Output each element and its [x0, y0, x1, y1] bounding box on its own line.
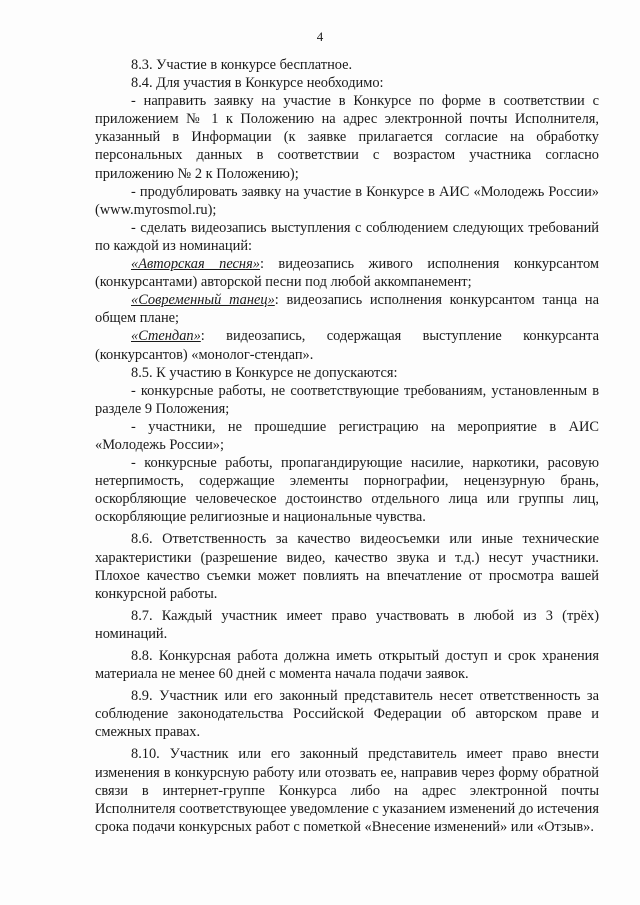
clause-8-4-item-duplicate: - продублировать заявку на участие в Конкурсе в АИС «Молодежь России» (www.myrosmol.ru);	[95, 183, 599, 218]
nomination-title: «Современный танец»	[131, 292, 275, 309]
clause-8-7: 8.7. Каждый участник имеет право участвовать в любой из 3 (трёх) номинаций.	[95, 607, 599, 642]
clause-8-4: 8.4. Для участия в Конкурсе необходимо:	[131, 75, 384, 92]
clause-8-8: 8.8. Конкурсная работа должна иметь открытый доступ и срок хранения материала не менее 60 дней с момента начала подачи заявок.	[95, 648, 599, 683]
page-number: 4	[316, 29, 324, 44]
clause-8-9: 8.9. Участник или его законный представитель несет ответственность за соблюдение законодательства Российской Федерации об авторском праве и смежных правах.	[95, 688, 599, 741]
clause-8-5-item-prohibited: - конкурсные работы, пропагандирующие насилие, наркотики, расовую нетерпимость, содержащие элементы порнографии, нецензурную брань, оскорбляющие человеческое достоинство отдельного лица или группы лиц, оскорбляющие религиозные и национальные чувства.	[95, 455, 599, 526]
nomination-author-song	[95, 255, 599, 291]
clause-8-5-item-registration: - участники, не прошедшие регистрацию на мероприятие в АИС «Молодежь России»;	[95, 418, 599, 453]
clause-8-10: 8.10. Участник или его законный представитель имеет право внести изменения в конкурсную работу или отозвать ее, направив через форму обратной связи в интернет-группе Конкурса либо на адрес электронной почты Исполнителя соответствующее уведомление с указанием изменений до истечения срока подачи конкурсных работ с пометкой «Внесение изменений» или «Отзыв».	[95, 746, 599, 835]
clause-8-6: 8.6. Ответственность за качество видеосъемки или иные технические характеристики (разрешение видео, качество звука и т.д.) несут участники. Плохое качество съемки может повлиять на впечатление от просмотра вашей конкурсной работы.	[95, 531, 599, 602]
clause-8-4-item-application: - направить заявку на участие в Конкурсе по форме в соответствии с приложением № 1 к Положению на адрес электронной почты Исполнителя, указанный в Информации (к заявке прилагается согласие на обработку персональных данных в соответствии с возрастом участника согласно приложению № 2 к Положению);	[95, 93, 599, 182]
clause-8-4-item-video: - сделать видеозапись выступления с соблюдением следующих требований по каждой из номинаций:	[95, 219, 599, 254]
nomination-standup	[95, 327, 599, 363]
clause-8-3: 8.3. Участие в конкурсе бесплатное.	[131, 57, 353, 73]
clause-8-5: 8.5. К участию в Конкурсе не допускаются:	[131, 364, 398, 381]
nomination-modern-dance	[95, 291, 599, 327]
nomination-title: «Авторская песня»	[131, 256, 260, 273]
nomination-title: «Стендап»	[131, 328, 201, 345]
nomination-description: : видеозапись, содержащая выступление конкурсанта (конкурсантов) «монолог-стендап».	[95, 328, 599, 363]
document-body	[95, 56, 599, 836]
nomination-description: : видеозапись исполнения конкурсантом танца на общем плане;	[95, 292, 599, 327]
nomination-description: : видеозапись живого исполнения конкурсантом (конкурсантами) авторской песни под любой аккомпанемент;	[95, 256, 600, 291]
clause-8-5-item-requirements: - конкурсные работы, не соответствующие требованиям, установленным в разделе 9 Положения;	[95, 382, 599, 417]
